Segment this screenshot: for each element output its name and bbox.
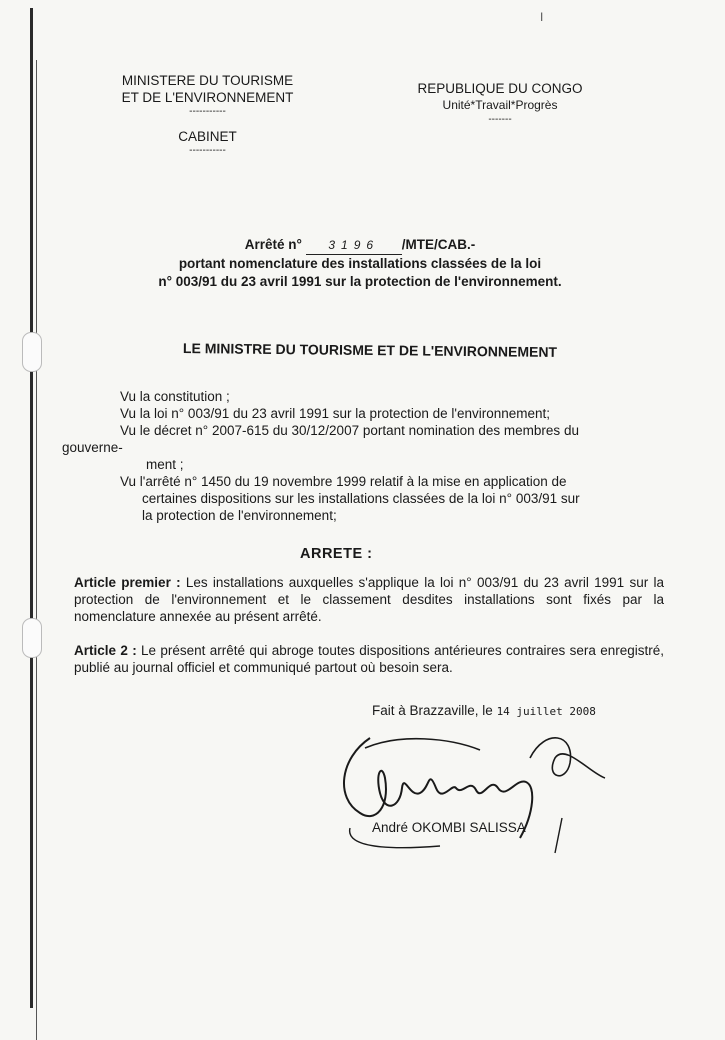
- cabinet-label: CABINET: [178, 129, 237, 144]
- consideration-arrete: Vu l'arrêté n° 1450 du 19 novembre 1999 relatif à la mise en application de: [120, 474, 567, 489]
- consideration-decree: Vu le décret n° 2007-615 du 30/12/2007 portant nomination des membres du: [120, 423, 579, 438]
- article-1-label: Article premier :: [74, 575, 181, 590]
- consideration-law: Vu la loi n° 003/91 du 23 avril 1991 sur la protection de l'environnement;: [120, 406, 550, 421]
- place-label: Fait à Brazzaville, le: [372, 703, 493, 718]
- page-mark: I: [540, 10, 544, 24]
- signer-name: André OKOMBI SALISSA: [372, 820, 526, 835]
- punch-hole: [22, 332, 42, 372]
- article-2-text: Le présent arrêté qui abroge toutes dispositions antérieures contraires sera enregistré, publié au journal officiel et communiqué partout où besoin sera.: [74, 643, 664, 675]
- ministry-line2: ET DE L'ENVIRONNEMENT: [121, 90, 294, 105]
- consideration-arrete-cont: certaines dispositions sur les installations classées de la loi n° 003/91 sur: [142, 491, 580, 506]
- decree-subject-line2: n° 003/91 du 23 avril 1991 sur la protection de l'environnement.: [158, 274, 562, 289]
- republic-header: [410, 80, 590, 126]
- separator-dash: -------: [488, 114, 512, 125]
- decree-prefix: Arrêté n°: [244, 237, 302, 252]
- separator-dash: -----------: [189, 106, 226, 117]
- arrete-heading: ARRETE :: [300, 546, 373, 562]
- decree-title: [110, 236, 610, 291]
- separator-dash: -----------: [189, 145, 226, 156]
- consideration-decree-cont2: ment ;: [146, 457, 184, 472]
- decree-suffix: /MTE/CAB.-: [401, 237, 476, 252]
- article-2: [74, 642, 664, 676]
- article-1: [74, 574, 664, 625]
- ministry-header: [100, 72, 315, 157]
- article-2-label: Article 2 :: [74, 643, 137, 658]
- signing-date: 14 juillet 2008: [496, 705, 596, 718]
- decree-subject-line1: portant nomenclature des installations classées de la loi: [178, 256, 542, 271]
- binding-edge-inner: [36, 60, 37, 1040]
- article-1-text: Les installations auxquelles s'applique la loi n° 003/91 du 23 avril 1991 sur la protection de l'environnement et le classement desdites installations sont fixés par la nomenclature annexée au présent arrêté.: [74, 575, 664, 624]
- consideration-constitution: Vu la constitution ;: [120, 389, 230, 404]
- consideration-decree-cont: gouverne-: [62, 440, 123, 455]
- place-date: [372, 703, 596, 718]
- decree-number: 3196: [306, 236, 402, 255]
- minister-heading: LE MINISTRE DU TOURISME ET DE L'ENVIRONNEMENT: [182, 340, 558, 360]
- considerations: [62, 388, 642, 524]
- consideration-arrete-cont2: la protection de l'environnement;: [142, 508, 337, 523]
- country-name: REPUBLIQUE DU CONGO: [417, 81, 583, 96]
- punch-hole: [22, 618, 42, 658]
- national-motto: Unité*Travail*Progrès: [442, 98, 558, 112]
- ministry-line1: MINISTERE DU TOURISME: [121, 73, 294, 88]
- binding-edge: [30, 8, 33, 1008]
- handwritten-signature: [330, 718, 620, 858]
